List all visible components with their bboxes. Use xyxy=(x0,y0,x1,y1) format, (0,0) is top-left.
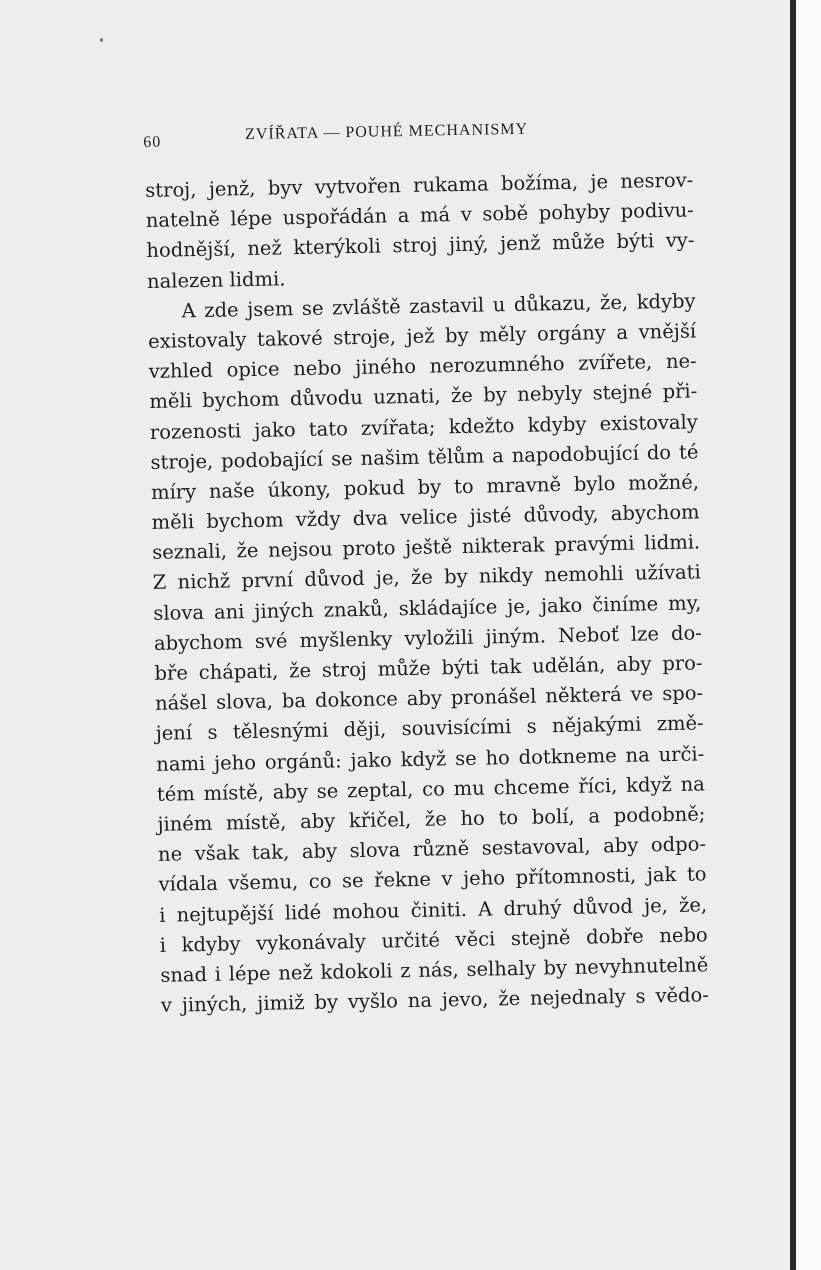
text-line: A zde jsem se zvláště zastavil u důkazu, že, kdyby xyxy=(181,289,696,323)
text-line: stroj, jenž, byv vytvořen rukama božíma, je nesrov- xyxy=(145,168,694,202)
text-line: stroje, podobající se našim tělům a napodobující do té xyxy=(150,440,699,474)
page-header xyxy=(143,119,603,152)
text-line: měli bychom vždy dva velice jisté důvody, abychom xyxy=(151,500,700,534)
text-line: vídala všemu, co se řekne v jeho přítomnosti, jak to xyxy=(158,862,707,897)
running-title: ZVÍŘATA — POUHÉ MECHANISMY xyxy=(244,120,529,144)
text-line: bře chápati, že stroj může býti tak udělán, aby pro- xyxy=(154,651,703,685)
text-line: nami jeho orgánů: jako když se ho dotkneme na urči- xyxy=(156,741,705,776)
text-line: i kdyby vykonávaly určité věci stejně dobře nebo xyxy=(159,923,708,957)
text-line: vzhled opice nebo jiného nerozumného zvířete, ne- xyxy=(148,349,697,384)
text-line: existovaly takové stroje, jež by měly orgány a vnější xyxy=(147,319,697,353)
text-line: Z nichž první důvod je, že by nikdy nemohli užívati xyxy=(152,560,701,595)
text-line: abychom své myšlenky vyložili jiným. Neboť lze do- xyxy=(153,621,703,655)
text-line: tém místě, aby se zeptal, co mu chceme říci, když na xyxy=(156,772,705,806)
text-line: natelně lépe uspořádán a má v sobě pohyby podivu- xyxy=(145,198,694,233)
text-line: i nejtupější lidé mohou činiti. A druhý důvod je, že, xyxy=(158,892,708,927)
text-line: v jiných, jimiž by vyšlo na jevo, že nejednaly s vědo- xyxy=(160,983,710,1017)
text-line: měli bychom důvodu uznati, že by nebyly stejné při- xyxy=(149,379,698,414)
text-line: snad i lépe než kdokoli z nás, selhaly by nevyhnutelně xyxy=(160,953,709,987)
text-line: seznali, že nejsou proto ještě nikterak pravými lidmi. xyxy=(152,530,701,565)
text-line: ne však tak, aby slova různě sestavoval, aby odpo- xyxy=(157,832,707,866)
ink-speck xyxy=(100,38,103,42)
text-line: slova ani jiných znaků, skládajíce je, jako činíme my, xyxy=(153,591,702,625)
text-line: míry naše úkony, pokud by to mravně bylo možné, xyxy=(150,470,700,504)
text-line: jení s tělesnými ději, souvisícími s nějakými změ- xyxy=(155,711,704,746)
text-line: nášel slova, ba dokonce aby pronášel některá ve spo- xyxy=(154,681,704,716)
text-line: hodnější, než kterýkoli stroj jiný, jenž může býti vy- xyxy=(146,228,695,263)
text-line: nalezen lidmi. xyxy=(146,266,286,293)
scan-margin xyxy=(796,0,821,1270)
body-text xyxy=(145,165,709,1021)
text-line: rozenosti jako tato zvířata; kdežto kdyby existovaly xyxy=(149,409,699,444)
page-number: 60 xyxy=(143,133,162,151)
text-line: jiném místě, aby křičel, že ho to bolí, a podobně; xyxy=(157,802,706,836)
